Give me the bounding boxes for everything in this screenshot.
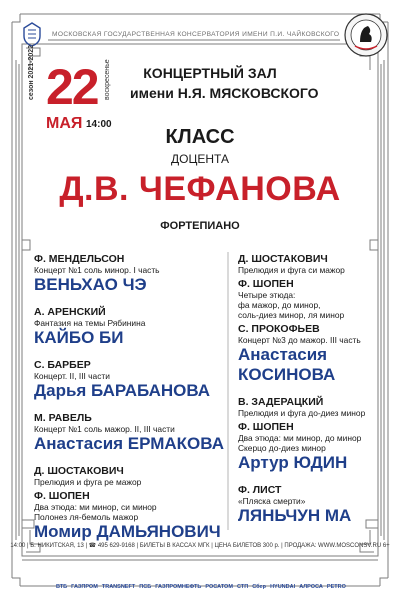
program-item xyxy=(238,396,378,473)
sponsor-logo: СТП xyxy=(237,584,249,590)
program-item xyxy=(34,412,224,454)
work-title: Концерт №1 соль минор. I часть xyxy=(34,265,160,275)
composer-name: С. ПРОКОФЬЕВ xyxy=(238,323,320,335)
institution-name: МОСКОВСКАЯ ГОСУДАРСТВЕННАЯ КОНСЕРВАТОРИЯ ИМЕНИ П.И. ЧАЙКОВСКОГО xyxy=(52,31,340,38)
work-title: Два этюда: ми минор, си минор xyxy=(34,502,157,512)
program-item xyxy=(238,253,378,385)
sponsor-logo: АЛРОСА xyxy=(299,584,323,590)
composer-name: Д. ШОСТАКОВИЧ xyxy=(238,253,328,265)
composer-name: Ф. МЕНДЕЛЬСОН xyxy=(34,253,125,265)
composer-name: Ф. ШОПЕН xyxy=(238,421,294,433)
performer-name: Момир ДАМЬЯНОВИЧ xyxy=(34,522,221,541)
sponsor-logo: ГАЗПРОМНЕФТЬ xyxy=(155,584,202,590)
class-heading: КЛАСС xyxy=(165,126,235,148)
hall-name-line2: имени Н.Я. МЯСКОВСКОГО xyxy=(130,85,319,101)
work-title: Концерт №3 до мажор. III часть xyxy=(238,335,361,345)
work-title: Фантазия на темы Рябинина xyxy=(34,318,146,328)
sponsor-logo: PETRO xyxy=(326,584,346,590)
performer-name: Анастасия ЕРМАКОВА xyxy=(34,434,224,453)
program-item xyxy=(238,484,378,526)
work-title: Прелюдия и фуга си мажор xyxy=(238,265,345,275)
concert-time: 14:00 xyxy=(86,119,112,130)
performer-name: Артур ЮДИН xyxy=(238,453,348,472)
sponsor-logo: ПСБ xyxy=(139,584,152,590)
work-title: Два этюда: ми минор, до минор xyxy=(238,433,362,443)
performer-name: КАЙБО БИ xyxy=(34,328,124,347)
program-item xyxy=(34,306,220,348)
performer-name: Анастасия xyxy=(238,345,328,364)
composer-name: Ф. ШОПЕН xyxy=(34,490,90,502)
work-title: Полонез ля-бемоль мажор xyxy=(34,512,139,522)
performer-name: Дарья БАРАБАНОВА xyxy=(34,381,211,400)
conservatory-seal-icon xyxy=(343,12,389,58)
work-title: Прелюдия и фуга до-диез минор xyxy=(238,408,366,418)
program-column-right xyxy=(238,253,378,537)
composer-name: Д. ШОСТАКОВИЧ xyxy=(34,465,124,477)
work-title: фа мажор, до минор, xyxy=(238,300,321,310)
work-title: Скерцо до-диез минор xyxy=(238,443,326,453)
sponsor-logo: TRANSNEFT xyxy=(101,584,136,590)
sponsor-logo: ГАЗПРОМ xyxy=(71,584,98,590)
instrument-label: ФОРТЕПИАНО xyxy=(160,220,240,232)
composer-name: А. АРЕНСКИЙ xyxy=(34,306,106,318)
sponsor-logo: ВТБ xyxy=(56,584,68,590)
work-title: «Пляска смерти» xyxy=(238,496,306,506)
program-item xyxy=(34,359,220,401)
composer-name: Ф. ШОПЕН xyxy=(238,278,294,290)
work-title: Концерт №1 соль мажор. II, III части xyxy=(34,424,175,434)
composer-name: С. БАРБЕР xyxy=(34,359,91,371)
teacher-rank: ДОЦЕНТА xyxy=(171,152,229,166)
concert-day: 22 xyxy=(46,59,98,115)
sponsor-logo: РОСАТОМ xyxy=(205,584,233,590)
performer-name: ВЕНЬХАО ЧЭ xyxy=(34,275,147,294)
work-title: Четыре этюда: xyxy=(238,290,296,300)
composer-name: Ф. ЛИСТ xyxy=(238,484,282,496)
ticket-info-footer: 14:00 | Б. НИКИТСКАЯ, 13 | ☎ 495 629-9168 | БИЛЕТЫ В КАССАХ МГК | ЦЕНА БИЛЕТОВ 300 р. | ПРОДАЖА: WWW.MOSCONSV.RU 6+ xyxy=(10,543,390,549)
performer-name: КОСИНОВА xyxy=(238,365,336,384)
composer-name: В. ЗАДЕРАЦКИЙ xyxy=(238,396,324,408)
ministry-emblem-icon xyxy=(18,20,46,48)
sponsor-logos-row xyxy=(56,580,346,594)
concert-month: МАЯ xyxy=(46,115,83,132)
program-item xyxy=(34,465,220,542)
sponsor-logo: Сбер xyxy=(252,584,266,590)
season-label: сезон 2021-2022 xyxy=(28,44,35,100)
program-item xyxy=(34,253,220,295)
teacher-name: Д.В. ЧЕФАНОВА xyxy=(59,170,341,208)
work-title: Прелюдия и фуга ре мажор xyxy=(34,477,142,487)
sponsor-logo: HYUNDAI xyxy=(270,584,296,590)
work-title: Концерт. II, III части xyxy=(34,371,110,381)
performer-name: ЛЯНЬЧУН МА xyxy=(238,506,352,525)
hall-name-line1: КОНЦЕРТНЫЙ ЗАЛ xyxy=(143,65,277,81)
composer-name: М. РАВЕЛЬ xyxy=(34,412,92,424)
work-title: соль-диез минор, ля минор xyxy=(238,310,345,320)
weekday-label: воскресенье xyxy=(104,59,111,100)
